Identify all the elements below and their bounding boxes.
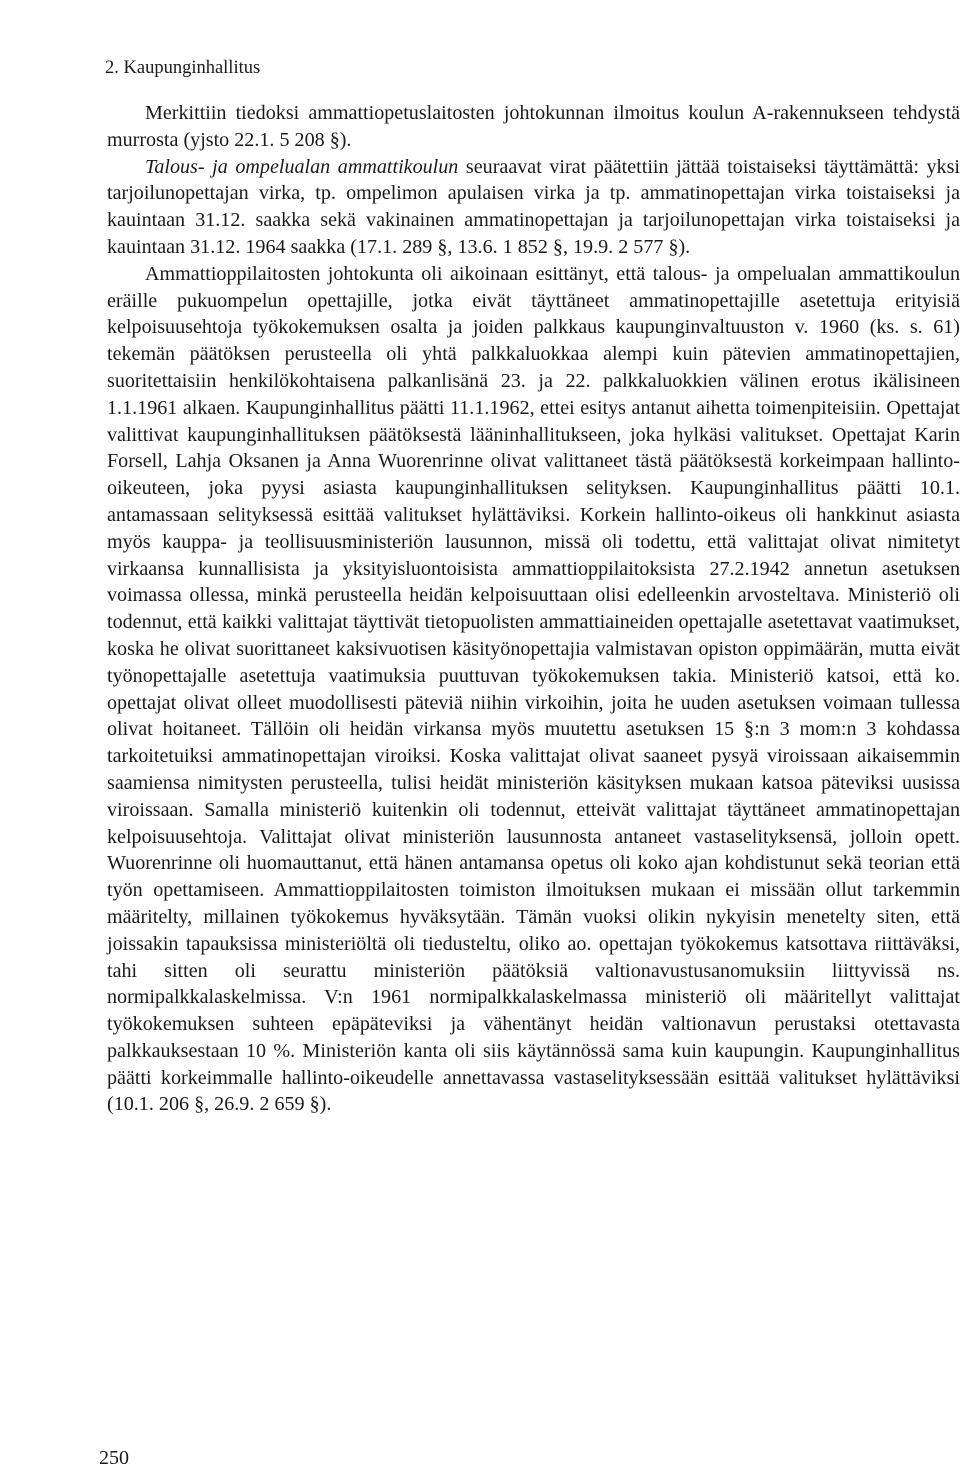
- paragraph-vacancies: [107, 154, 960, 261]
- paragraph-notice-text: Merkittiin tiedoksi ammattiopetuslaitosten johtokunnan ilmoitus koulun A-rakennukseen tehdystä murrosta (yjsto 22.1. 5 208 §).: [107, 102, 960, 151]
- body-text: [107, 100, 960, 1118]
- school-name-italic: Talous- ja ompelualan ammattikoulun: [145, 155, 459, 178]
- paragraph-appeal: [107, 261, 960, 1119]
- paragraph-vacancies-text: seuraavat virat päätettiin jättää toistaiseksi täyttämättä: yksi tarjoilunopettajan virka, tp. ompelimon apulaisen virka ja tp. ammatinopettajan virka toistaiseksi ja kauintaan 31.12. saakka sekä vakinainen ammatinopettajan ja tarjoilunopettajan virka toistaiseksi ja kauintaan 31.12. 1964 saakka (17.1. 289 §, 13.6. 1 852 §, 19.9. 2 577 §).: [107, 155, 960, 258]
- paragraph-notice: [107, 100, 960, 154]
- page-number: 250: [99, 1447, 129, 1469]
- running-header: 2. Kaupunginhallitus: [105, 58, 261, 78]
- paragraph-appeal-text: Ammattioppilaitosten johtokunta oli aikoinaan esittänyt, että talous- ja ompelualan ammattikoulun eräille pukuompelun opettajille, jotka eivät täyttäneet ammatinopettajille asetettuja erityisiä kelpoisuusehtoja työkokemuksen osalta ja joiden palkkaus kaupunginvaltuuston v. 1960 (ks. s. 61) tekemän päätöksen perusteella oli yhtä palkkaluokkaa alempi kuin pätevien ammatinopettajien, suoritettaisiin henkilökohtaisena palkanlisänä 23. ja 22. palkkaluokkien välinen erotus ikälisineen 1.1.1961 alkaen. Kaupunginhallitus päätti 11.1.1962, ettei esitys antanut aihetta toimenpiteisiin. Opettajat valittivat kaupunginhallituksen päätöksestä lääninhallitukseen, joka hylkäsi valitukset. Opettajat Karin Forsell, Lahja Oksanen ja Anna Wuorenrinne olivat valittaneet tästä päätöksestä korkeimpaan hallinto-oikeuteen, joka pyysi asiasta kaupunginhallituksen selityksen. Kaupunginhallitus päätti 10.1. antamassaan selityksessä esittää valitukset hylättäviksi. Korkein hallinto-oikeus oli hankkinut asiasta myös kauppa- ja teollisuusministeriön lausunnon, missä oli todettu, että valittajat olivat nimitetyt virkaansa kunnallisista ja yksityisluontoisista ammattioppilaitoksista 27.2.1942 annetun asetuksen voimassa ollessa, minkä perusteella heidän kelpoisuuttaan olisi edelleenkin arvosteltava. Ministeriö oli todennut, että kaikki valittajat täyttivät tietopuolisten ammattiaineiden opettajalle asetettavat vaatimukset, koska he olivat suorittaneet kaksivuotisen käsityönopettajia valmistavan opiston oppimäärän, mutta eivät työnopettajalle asetettuja vaatimuksia puuttuvan työkokemuksen takia. Ministeriö katsoi, että ko. opettajat olivat olleet muodollisesti päteviä niihin virkoihin, joita he uuden asetuksen voimaan tullessa olivat hoitaneet. Tällöin oli heidän virkansa myös muutettu asetuksen 15 §:n 3 mom:n 3 kohdassa tarkoitetuiksi ammatinopettajan viroiksi. Koska valittajat olivat saaneet pysyä viroissaan aikaisemmin saamiensa nimitysten perusteella, tulisi heidät ministeriön käsityksen mukaan katsoa päteviksi uusissa viroissaan. Samalla ministeriö kuitenkin oli todennut, etteivät valittajat täyttäneet ammatinopettajan kelpoisuusehtoja. Valittajat olivat ministeriön lausunnosta antaneet vastaselityksensä, jolloin opett. Wuorenrinne oli huomauttanut, että hänen antamansa opetus oli koko ajan kohdistunut sekä teorian että työn opettamiseen. Ammattioppilaitosten toimiston ilmoituksen mukaan ei missään ollut tarkemmin määritelty, millainen työkokemus hyväksytään. Tämän vuoksi olikin nykyisin menetelty siten, että joissakin tapauksissa ministeriöltä oli tiedusteltu, oliko ao. opettajan työkokemus katsottava riittäväksi, tahi sitten oli seurattu ministeriön päätöksiä valtionavustusanomuksiin liittyvissä ns. normipalkkalaskelmissa. V:n 1961 normipalkkalaskelmassa ministeriö oli määritellyt valittajat työkokemuksen suhteen epäpäteviksi ja vähentänyt heidän valtionavun perustaksi otettavasta palkkauksestaan 10 %. Ministeriön kanta oli siis käytännössä sama kuin kaupungin. Kaupunginhallitus päätti korkeimmalle hallinto-oikeudelle annettavassa vastaselityksessään esittää valitukset hylättäviksi (10.1. 206 §, 26.9. 2 659 §).: [107, 262, 960, 1116]
